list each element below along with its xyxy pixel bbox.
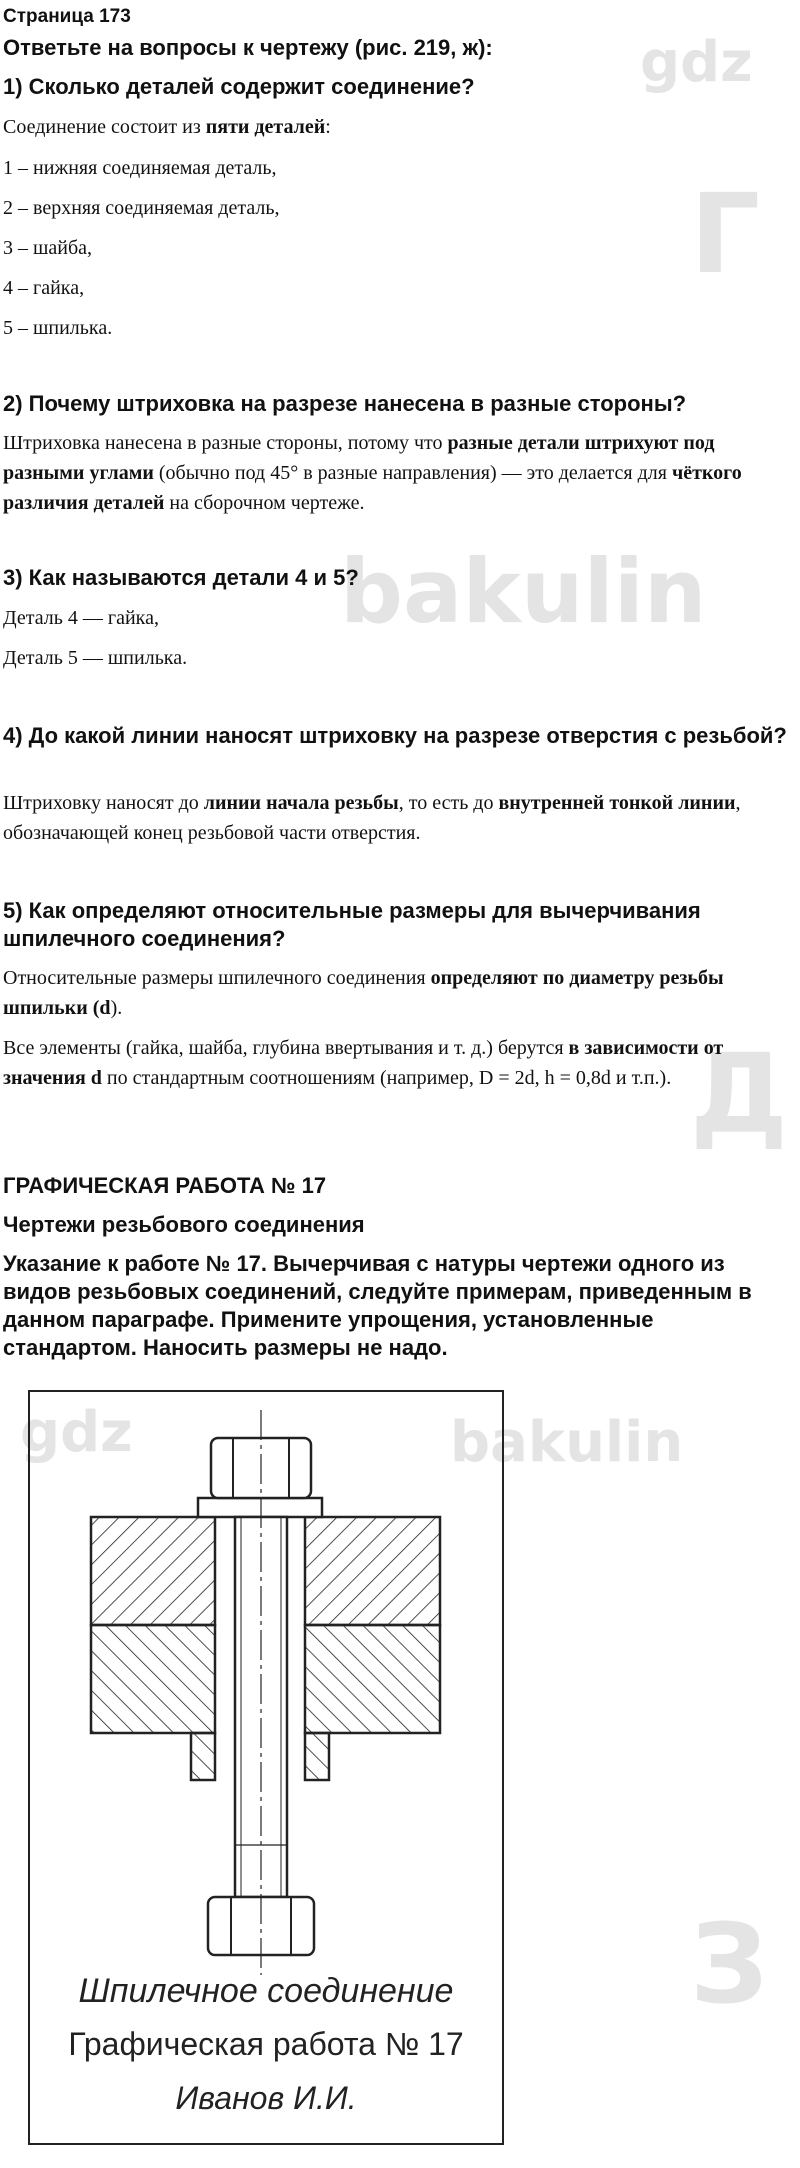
q4-title: 4) До какой линии наносят штриховку на разрезе отверстия с резьбой? bbox=[3, 723, 787, 748]
q1-item-4: 4 – гайка, bbox=[3, 277, 85, 299]
q2-answer: Штриховка нанесена в разные стороны, потому что разные детали штрихуют под разными углами (обычно под 45° в разные направления) — это делается для чёткого различия деталей на сборочном чертеже. bbox=[3, 432, 742, 514]
watermark-z: З bbox=[690, 1900, 769, 2028]
q3-line-1: Деталь 4 — гайка, bbox=[3, 607, 159, 629]
q3-title: 3) Как называются детали 4 и 5? bbox=[3, 565, 359, 590]
stud bbox=[235, 1517, 287, 1897]
q4-answer: Штриховку наносят до линии начала резьбы, то есть до внутренней тонкой линии, обозначающей конец резьбовой части отверстия. bbox=[3, 792, 741, 844]
watermark-d: Д bbox=[690, 1030, 788, 1158]
work-instruction: Указание к работе № 17. Вычерчивая с натуры чертежи одного из видов резьбовых соединений, следуйте примерам, приведенным в данном параграфе. Примените упрощения, установленные стандартом. Наносить размеры не надо. bbox=[3, 1251, 752, 1360]
q1-item-2: 2 – верхняя соединяемая деталь, bbox=[3, 197, 280, 219]
q5-answer-1: Относительные размеры шпилечного соединения определяют по диаметру резьбы шпильки (d). bbox=[3, 967, 724, 1019]
watermark-bakulin-2: bakulin bbox=[450, 1410, 684, 1475]
watermark-bakulin: bakulin bbox=[340, 540, 707, 643]
work-subtitle: Чертежи резьбового соединения bbox=[3, 1212, 365, 1237]
page-label: Страница 173 bbox=[3, 6, 131, 27]
q1-item-5: 5 – шпилька. bbox=[3, 317, 113, 339]
q3-line-2: Деталь 5 — шпилька. bbox=[3, 647, 188, 669]
q1-answer: Соединение состоит из пяти деталей: bbox=[3, 116, 331, 138]
washer bbox=[198, 1498, 322, 1517]
watermark-gdz-2: gdz bbox=[20, 1400, 133, 1465]
watermark-g: Г bbox=[690, 170, 761, 298]
drawing-caption-work: Графическая работа № 17 bbox=[68, 2026, 464, 2062]
watermark-gdz: gdz bbox=[640, 30, 753, 95]
q5-title: 5) Как определяют относительные размеры для вычерчивания шпилечного соединения? bbox=[3, 898, 701, 951]
q1-item-1: 1 – нижняя соединяемая деталь, bbox=[3, 157, 277, 179]
work-title: ГРАФИЧЕСКАЯ РАБОТА № 17 bbox=[3, 1173, 327, 1198]
drawing-caption-title: Шпилечное соединение bbox=[78, 1972, 454, 2010]
drawing-caption-author: Иванов И.И. bbox=[175, 2080, 357, 2116]
intro-heading: Ответьте на вопросы к чертежу (рис. 219, ж): bbox=[3, 35, 493, 60]
stud-connection-drawing bbox=[28, 1390, 504, 2145]
q1-title: 1) Сколько деталей содержит соединение? bbox=[3, 74, 475, 99]
q5-answer-2: Все элементы (гайка, шайба, глубина ввертывания и т. д.) берутся в зависимости от значения d по стандартным соотношениям (например, D = 2d, h = 0,8d и т.п.). bbox=[3, 1037, 724, 1089]
q2-title: 2) Почему штриховка на разрезе нанесена в разные стороны? bbox=[3, 391, 687, 416]
q1-item-3: 3 – шайба, bbox=[3, 237, 93, 259]
